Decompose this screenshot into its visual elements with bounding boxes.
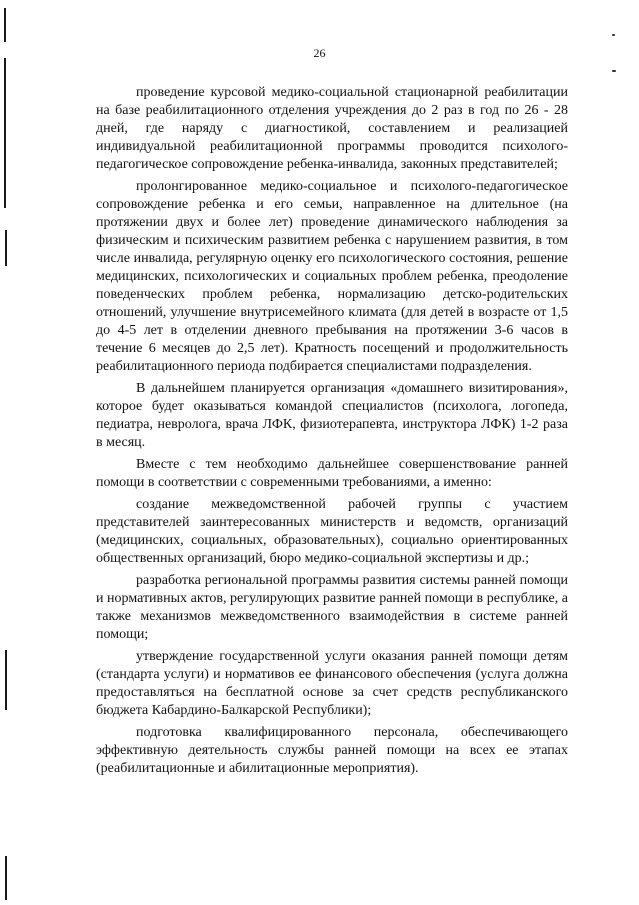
left-edge-mark (4, 58, 6, 208)
paragraph: пролонгированное медико-социальное и психолого-педагогическое сопровождение ребенка и его семьи, направленное на длительное (на протяжении двух и более лет) проведение динамического наблюдения за физическим и психическим развитием ребенка с нарушением развития, в том числе инвалида, регулярную оценку его психологического состояния, решение медицинских, психологических и социальных проблем ребенка, преодоление поведенческих проблем ребенка, нормализацию детско-родительских отношений, улучшение внутрисемейного климата (для детей в возрасте от 1,5 до 4-5 лет в отделении дневного пребывания на протяжении 3-6 часов в течение 6 месяцев до 2,5 лет). Кратность посещений и продолжительность реабилитационного периода подбирается специалистами подразделения. (96, 179, 568, 374)
page-number: 26 (313, 46, 326, 60)
paragraph: разработка региональной программы развития системы ранней помощи и нормативных актов, регулирующих развитие ранней помощи в республике, а также механизмов межведомственного взаимодействия в системе ранней помощи; (96, 573, 568, 642)
left-edge-mark (4, 8, 6, 42)
left-edge-mark (5, 856, 7, 900)
paragraph: создание межведомственной рабочей группы с участием представителей заинтересованных министерств и ведомств, организаций (медицинских, социальных, образовательных), социально ориентированных общественных организаций, бюро медико-социальной экспертизы и др.; (96, 497, 568, 566)
paragraph: В дальнейшем планируется организация «домашнего визитирования», которое будет оказываться командой специалистов (психолога, логопеда, педиатра, невролога, врача ЛФК, физиотерапевта, инструктора ЛФК) 1-2 раза в месяц. (96, 381, 568, 450)
left-edge-mark (5, 650, 7, 710)
paragraph: подготовка квалифицированного персонала, обеспечивающего эффективную деятельность службы ранней помощи на всех ее этапах (реабилитационные и абилитационные мероприятия). (96, 725, 568, 776)
right-edge-speck (612, 34, 615, 36)
right-edge-speck (612, 70, 616, 72)
document-body (96, 84, 568, 782)
left-edge-mark (5, 230, 7, 266)
paragraph: проведение курсовой медико-социальной стационарной реабилитации на базе реабилитационного отделения учреждения до 2 раз в год по 26 - 28 дней, где наряду с диагностикой, составлением и реализацией индивидуальной реабилитационной программы проводится психолого-педагогическое сопровождение ребенка-инвалида, законных представителей; (96, 85, 568, 172)
paragraph: Вместе с тем необходимо дальнейшее совершенствование ранней помощи в соответствии с современными требованиями, а именно: (96, 457, 568, 490)
paragraph: утверждение государственной услуги оказания ранней помощи детям (стандарта услуги) и нормативов ее финансового обеспечения (услуга должна предоставляться на бесплатной основе за счет средств республиканского бюджета Кабардино-Балкарской Республики); (96, 649, 568, 718)
